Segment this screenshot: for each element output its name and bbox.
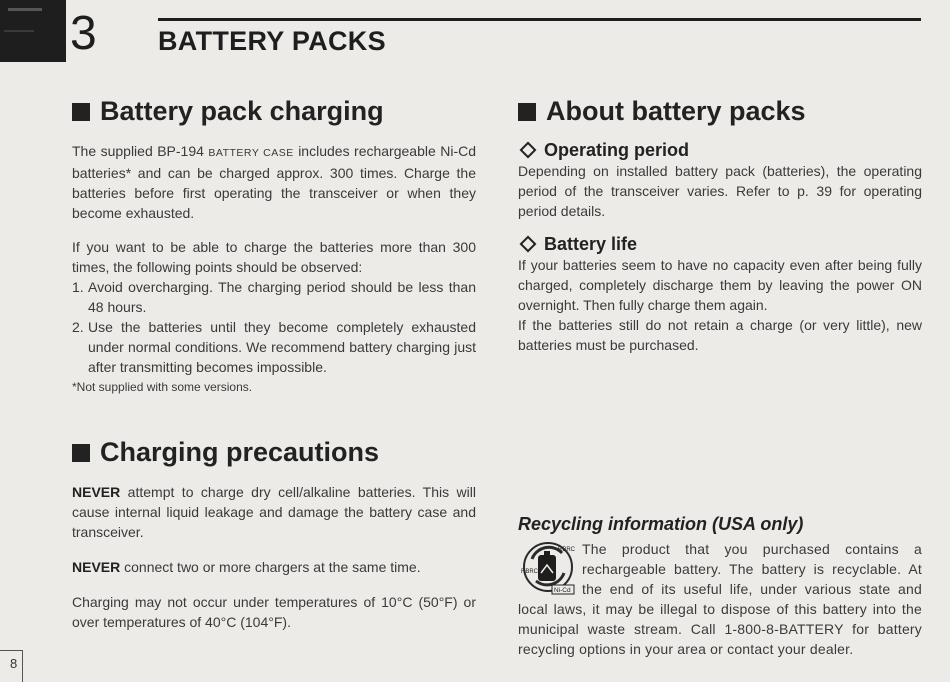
paragraph: [72, 482, 476, 542]
subheading: [518, 233, 922, 255]
svg-text:RBRC: RBRC: [558, 547, 576, 553]
chapter-number: 3: [70, 7, 97, 60]
list-item: [72, 277, 476, 317]
header-rule: [158, 18, 921, 21]
list-number: 1.: [72, 279, 84, 295]
paragraph: [72, 141, 476, 223]
section-heading-text: Battery pack charging: [100, 96, 384, 126]
section-heading: [72, 437, 476, 468]
square-bullet-icon: [518, 103, 536, 121]
paragraph: The product that you purchased contains a rechargeable battery. The battery is recyclable. At the end of its useful life, under various state and local laws, it may be illegal to dispose of this battery into the municipal waste stream. Call 1-800-8-BATTERY for battery recycling options in your area or contact your dealer.: [518, 541, 922, 657]
paragraph: Charging may not occur under temperatures of 10°C (50°F) or over temperatures of 40°C (104°F).: [72, 594, 476, 630]
tab-mark: [4, 30, 34, 32]
text-run: attempt to charge dry cell/alkaline batteries. This will cause internal liquid leakage and damage the battery case and transceiver.: [72, 484, 476, 540]
paragraph: Depending on installed battery pack (batteries), the operating period of the transceiver varies. Refer to p. 39 for operating period details.: [518, 163, 922, 219]
chapter-tab: [0, 0, 66, 62]
numbered-list: [72, 277, 476, 377]
subheading: [518, 139, 922, 161]
about-battery-packs-section: [518, 96, 922, 355]
list-number: 2.: [72, 319, 84, 335]
recycling-body: [518, 539, 922, 659]
section-heading-text: Charging precautions: [100, 437, 380, 467]
square-bullet-icon: [72, 444, 90, 462]
subheading-text: Operating period: [544, 140, 690, 160]
paragraph: If your batteries seem to have no capacity even after being fully charged, completely discharge them by leaving the power ON overnight. Then fully charge them again.: [518, 257, 922, 313]
svg-text:RBRC: RBRC: [521, 569, 539, 575]
emphasis: NEVER: [72, 484, 121, 500]
paragraph: [72, 557, 476, 577]
svg-text:Ni-Cd: Ni-Cd: [554, 587, 571, 594]
list-text: Avoid overcharging. The charging period should be less than 48 hours.: [88, 279, 476, 315]
diamond-icon: [520, 236, 537, 253]
subheading-text: Battery life: [544, 234, 638, 254]
rbrc-recycle-logo-icon: [518, 539, 578, 597]
tab-mark: [8, 8, 42, 11]
text-run: The supplied BP-194: [72, 143, 209, 159]
section-heading: [518, 96, 922, 127]
diamond-icon: [520, 142, 537, 159]
text-run: includes rechargeable Ni-Cd batteries* and can be charged approx. 300 times. Charge the batteries before first operating the transceiver or when they become exhausted.: [72, 143, 476, 221]
page-number: 8: [10, 656, 18, 671]
list-item: [72, 317, 476, 377]
square-bullet-icon: [72, 103, 90, 121]
page-rule: [22, 650, 23, 682]
section-heading-text: About battery packs: [546, 96, 806, 126]
text-run: connect two or more chargers at the same time.: [120, 559, 421, 575]
section-heading: [72, 96, 476, 127]
battery-charging-section: [72, 96, 476, 395]
emphasis: NEVER: [72, 559, 121, 575]
paragraph: If the batteries still do not retain a charge (or very little), new batteries must be purchased.: [518, 317, 922, 353]
text-run: BATTERY CASE: [208, 147, 294, 159]
charging-precautions-section: [72, 437, 476, 632]
chapter-title: BATTERY PACKS: [158, 26, 386, 56]
list-text: Use the batteries until they become completely exhausted under normal conditions. We recommend battery charging just after transmitting becomes impossible.: [88, 319, 476, 375]
recycling-heading: Recycling information (USA only): [518, 514, 804, 534]
recycling-section: [518, 514, 922, 659]
footnote: *Not supplied with some versions.: [72, 380, 253, 394]
page-rule: [0, 650, 22, 651]
paragraph: If you want to be able to charge the batteries more than 300 times, the following points should be observed:: [72, 239, 476, 275]
